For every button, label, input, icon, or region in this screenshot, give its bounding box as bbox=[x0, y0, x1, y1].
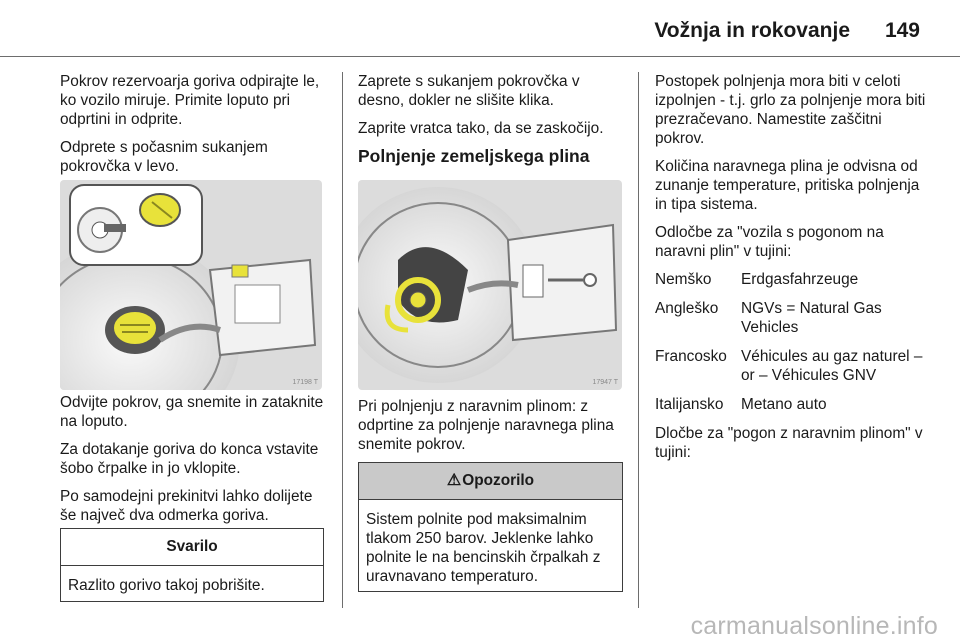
paragraph: Dločbe za "pogon z naravnim plinom" v tujini: bbox=[655, 425, 923, 461]
column-divider bbox=[638, 72, 639, 608]
paragraph: Količina naravnega plina je odvisna od zunanje temperature, pritiska polnjenja in tipa sistema. bbox=[655, 158, 920, 213]
paragraph: Odprete s počasnim sukanjem pokrovčka v levo. bbox=[60, 139, 268, 175]
paragraph: Odvijte pokrov, ga snemite in zataknite na loputo. bbox=[60, 394, 324, 430]
fuel-cap-illustration bbox=[60, 180, 322, 390]
paragraph: Zaprite vratca tako, da se zaskočijo. bbox=[358, 120, 604, 137]
figure-code: 17198 T bbox=[292, 379, 318, 386]
language-term: Véhicules au gaz naturel – or – Véhicules GNV bbox=[741, 348, 923, 384]
paragraph: Po samodejni prekinitvi lahko dolijete še največ dva odmerka goriva. bbox=[60, 488, 313, 524]
paragraph: Pri polnjenju z naravnim plinom: z odprtine za polnjenje naravnega plina snemite pokrov. bbox=[358, 398, 614, 453]
language-name: Francosko bbox=[655, 348, 727, 365]
page-header bbox=[0, 0, 960, 56]
watermark: carmanualsonline.info bbox=[690, 612, 938, 640]
language-term: NGVs = Natural Gas Vehicles bbox=[741, 300, 882, 336]
paragraph: Zaprete s sukanjem pokrovčka v desno, dokler ne slišite klika. bbox=[358, 73, 580, 109]
page-number: 149 bbox=[884, 19, 920, 42]
table-row bbox=[655, 299, 930, 337]
language-term: Metano auto bbox=[741, 396, 827, 413]
paragraph: Odločbe za "vozila s pogonom na naravni plin" v tujini: bbox=[655, 224, 884, 260]
figure-code: 17947 T bbox=[592, 379, 618, 386]
table-row bbox=[655, 270, 930, 289]
caution-box bbox=[60, 528, 324, 602]
warning-box bbox=[358, 462, 623, 592]
column-3 bbox=[655, 72, 930, 471]
language-name: Angleško bbox=[655, 300, 719, 317]
language-term: Erdgasfahrzeuge bbox=[741, 271, 859, 288]
paragraph: Za dotakanje goriva do konca vstavite šobo črpalke in jo vklopite. bbox=[60, 441, 319, 477]
gas-nozzle-illustration bbox=[358, 180, 622, 390]
language-name: Nemško bbox=[655, 271, 712, 288]
caution-text: Razlito gorivo takoj pobrišite. bbox=[68, 577, 265, 594]
page-title: Vožnja in rokovanje bbox=[654, 19, 850, 42]
warning-header bbox=[359, 463, 622, 500]
warning-text: Sistem polnite pod maksimalnim tlakom 250 barov. Jeklenke lahko polnite le na bencinskih črpalkah z uravnavano temperaturo. bbox=[366, 511, 601, 585]
paragraph: Postopek polnjenja mora biti v celoti izpolnjen - t.j. grlo za polnjenje mora biti prezračevano. Namestite zaščitni pokrov. bbox=[655, 73, 926, 147]
warning-title: Opozorilo bbox=[462, 472, 535, 489]
section-heading: Polnjenje zemeljskega plina bbox=[358, 146, 590, 166]
warning-icon: ⚠ bbox=[446, 472, 462, 489]
language-name: Italijansko bbox=[655, 396, 724, 413]
table-row bbox=[655, 347, 930, 385]
caution-title: Svarilo bbox=[61, 529, 323, 566]
paragraph: Pokrov rezervoarja goriva odpirajte le, ko vozilo miruje. Primite loputo pri odprtini in odprite. bbox=[60, 73, 320, 128]
language-table bbox=[655, 270, 930, 414]
table-row bbox=[655, 395, 930, 414]
column-divider bbox=[342, 72, 343, 608]
header-divider bbox=[0, 56, 960, 57]
